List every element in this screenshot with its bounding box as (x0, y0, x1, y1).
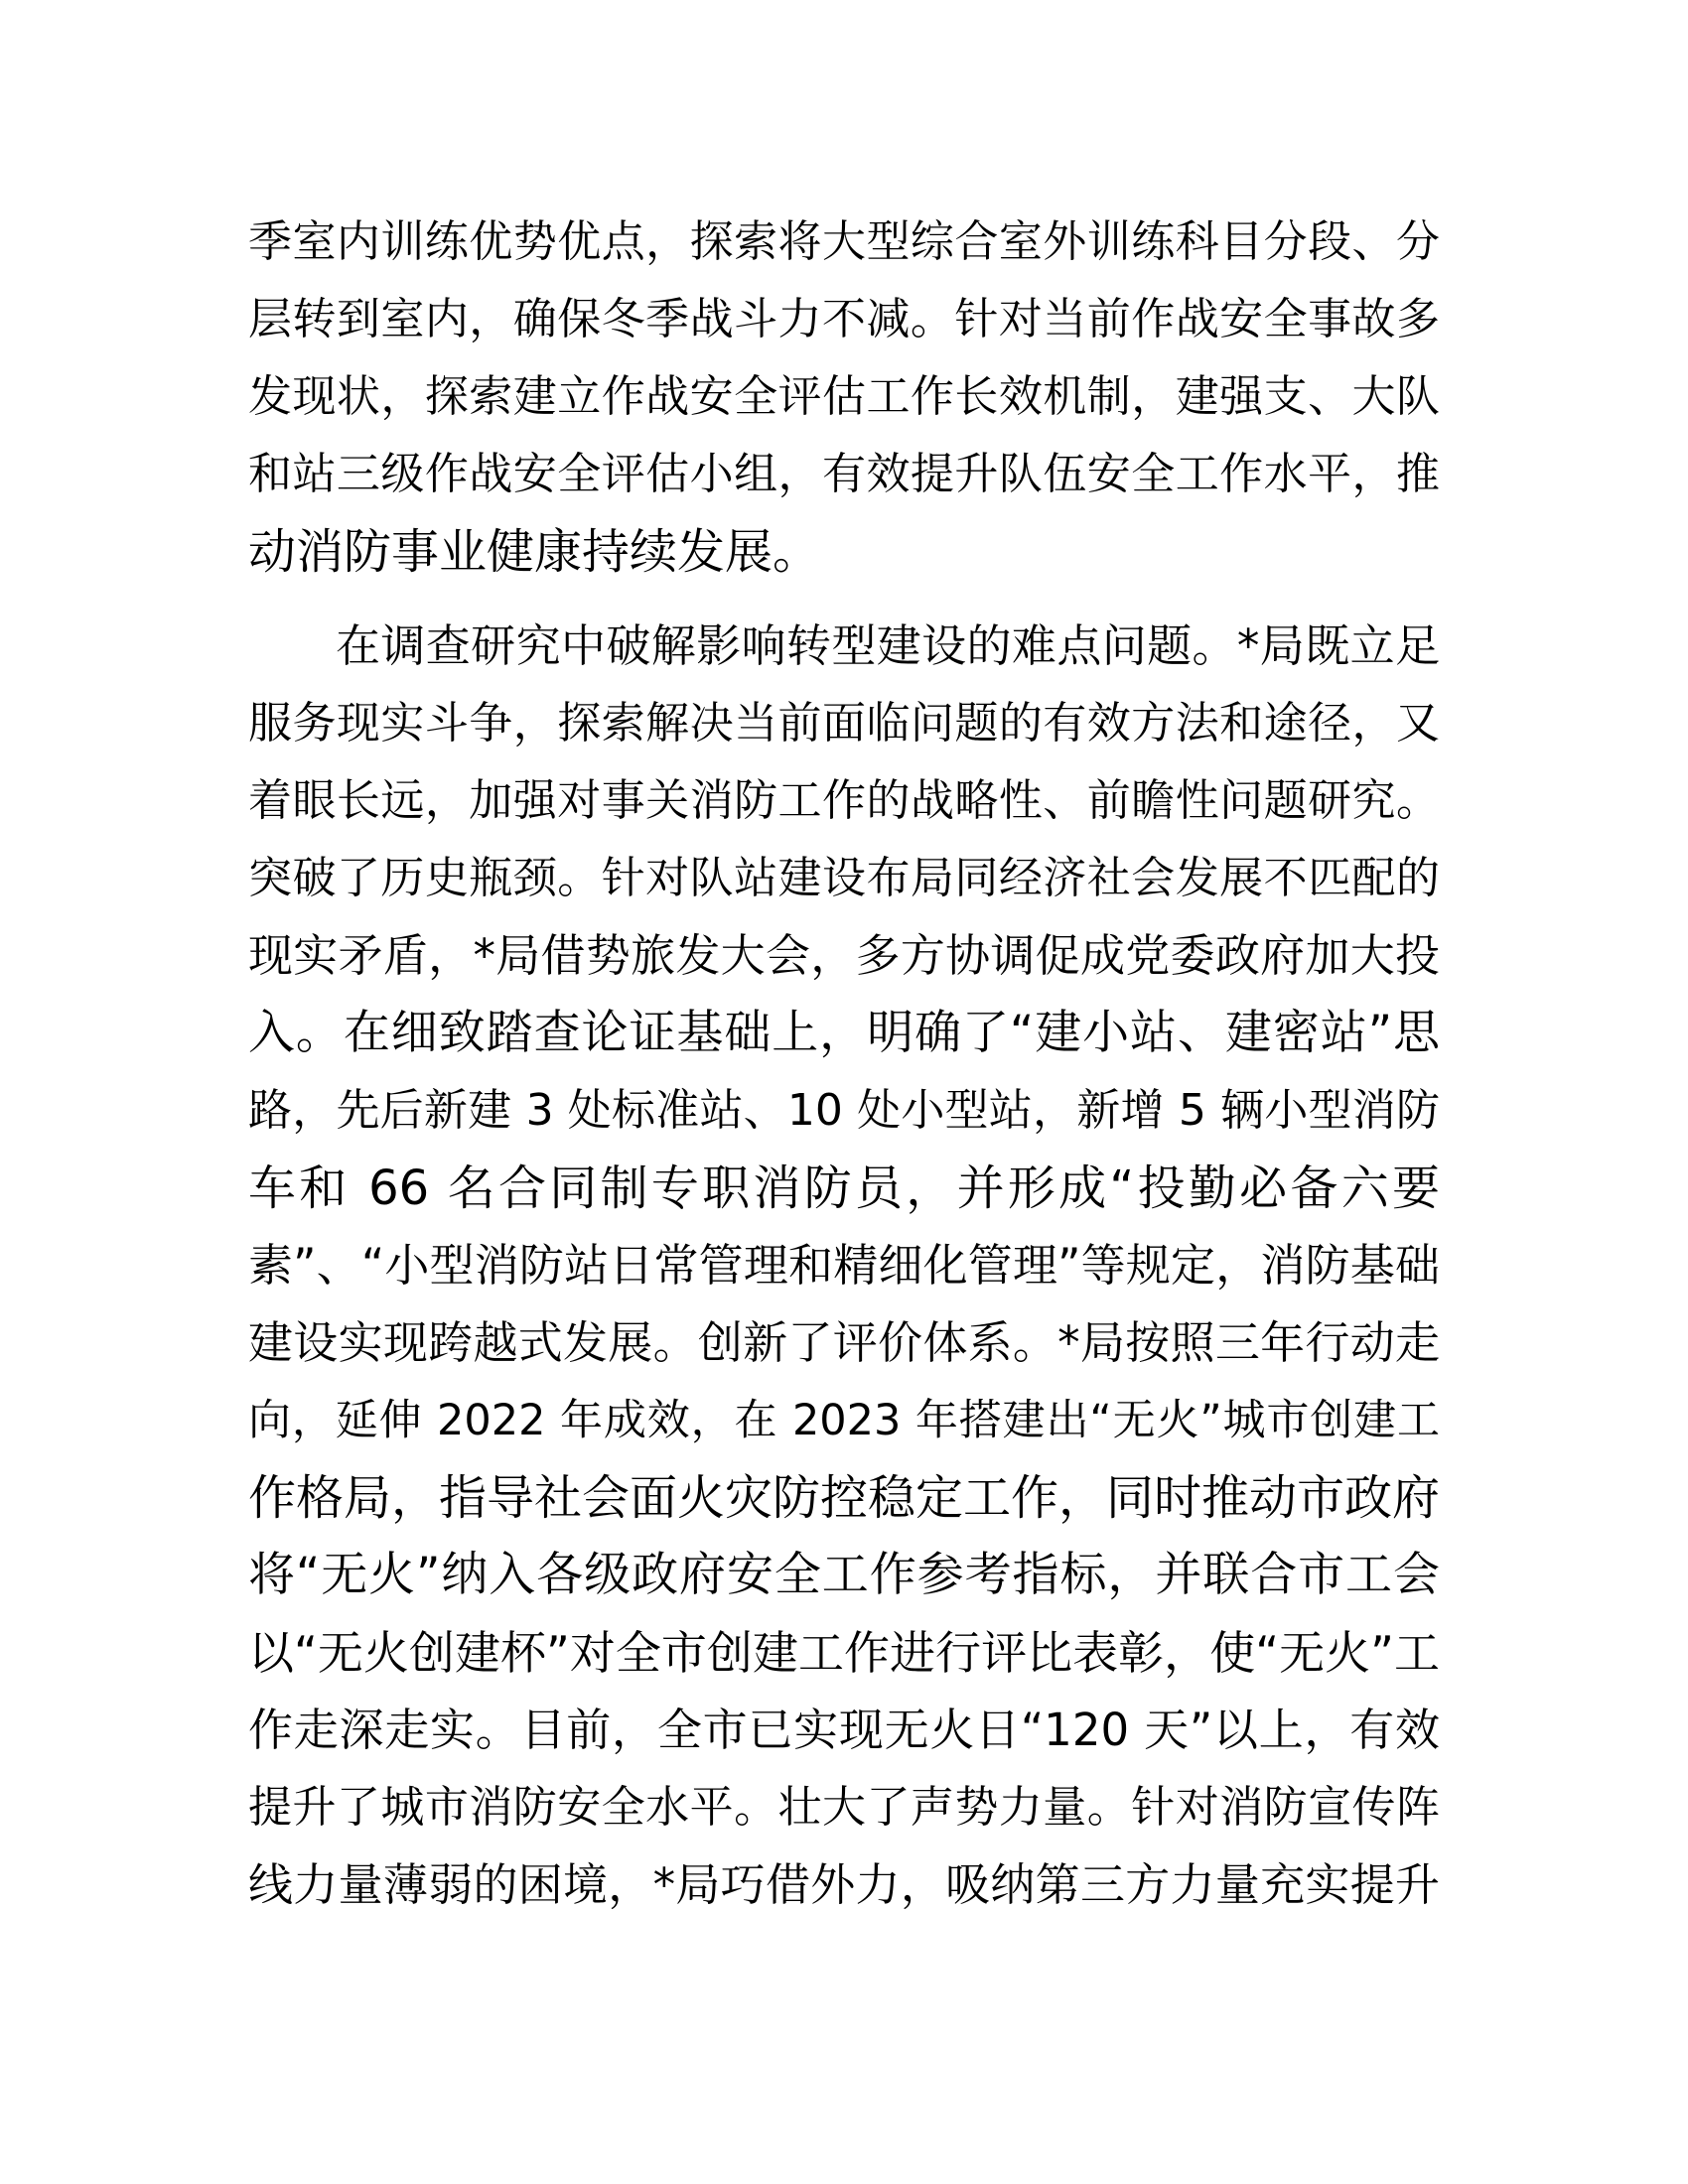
text-line: 车和 66 名合同制专职消防员，并形成“投勤必备六要 (248, 1160, 1440, 1216)
text-line: 突破了历史瓶颈。针对队站建设布局同经济社会发展不匹配的 (248, 853, 1440, 903)
text-line: 以“无火创建杯”对全市创建工作进行评比表彰，使“无火”工 (248, 1626, 1440, 1680)
text-line: 在调查研究中破解影响转型建设的难点问题。*局既立足 (336, 619, 1440, 672)
text-line: 提升了城市消防安全水平。壮大了声势力量。针对消防宣传阵 (248, 1782, 1440, 1833)
text-line: 作格局，指导社会面火灾防控稳定工作，同时推动市政府 (248, 1470, 1441, 1526)
text-line: 路，先后新建 3 处标准站、10 处小型站，新增 5 辆小型消防 (248, 1085, 1440, 1136)
text-line: 将“无火”纳入各级政府安全工作参考指标，并联合市工会 (248, 1548, 1440, 1602)
text-line: 动消防事业健康持续发展。 (248, 524, 821, 580)
text-line: 服务现实斗争，探索解决当前面临问题的有效方法和途径，又 (248, 698, 1440, 749)
text-line: 线力量薄弱的困境，*局巧借外力，吸纳第三方力量充实提升 (248, 1858, 1440, 1911)
text-line: 向，延伸 2022 年成效，在 2023 年搭建出“无火”城市创建工 (248, 1396, 1440, 1445)
text-line: 现实矛盾，*局借势旅发大会，多方协调促成党委政府加大投 (248, 929, 1440, 982)
text-line: 和站三级作战安全评估小组，有效提升队伍安全工作水平，推 (248, 449, 1440, 499)
text-line: 层转到室内，确保冬季战斗力不减。针对当前作战安全事故多 (248, 294, 1440, 344)
text-line: 季室内训练优势优点，探索将大型综合室外训练科目分段、分 (248, 216, 1440, 267)
text-line: 建设实现跨越式发展。创新了评价体系。*局按照三年行动走 (248, 1316, 1440, 1369)
text-line: 着眼长远，加强对事关消防工作的战略性、前瞻性问题研究。 (248, 775, 1440, 826)
text-line: 入。在细致踏查论证基础上，明确了“建小站、建密站”思 (248, 1006, 1440, 1060)
text-line: 作走深走实。目前，全市已实现无火日“120 天”以上，有效 (248, 1704, 1440, 1756)
text-line: 素”、“小型消防站日常管理和精细化管理”等规定，消防基础 (248, 1239, 1440, 1292)
text-line: 发现状，探索建立作战安全评估工作长效机制，建强支、大队 (248, 371, 1440, 422)
